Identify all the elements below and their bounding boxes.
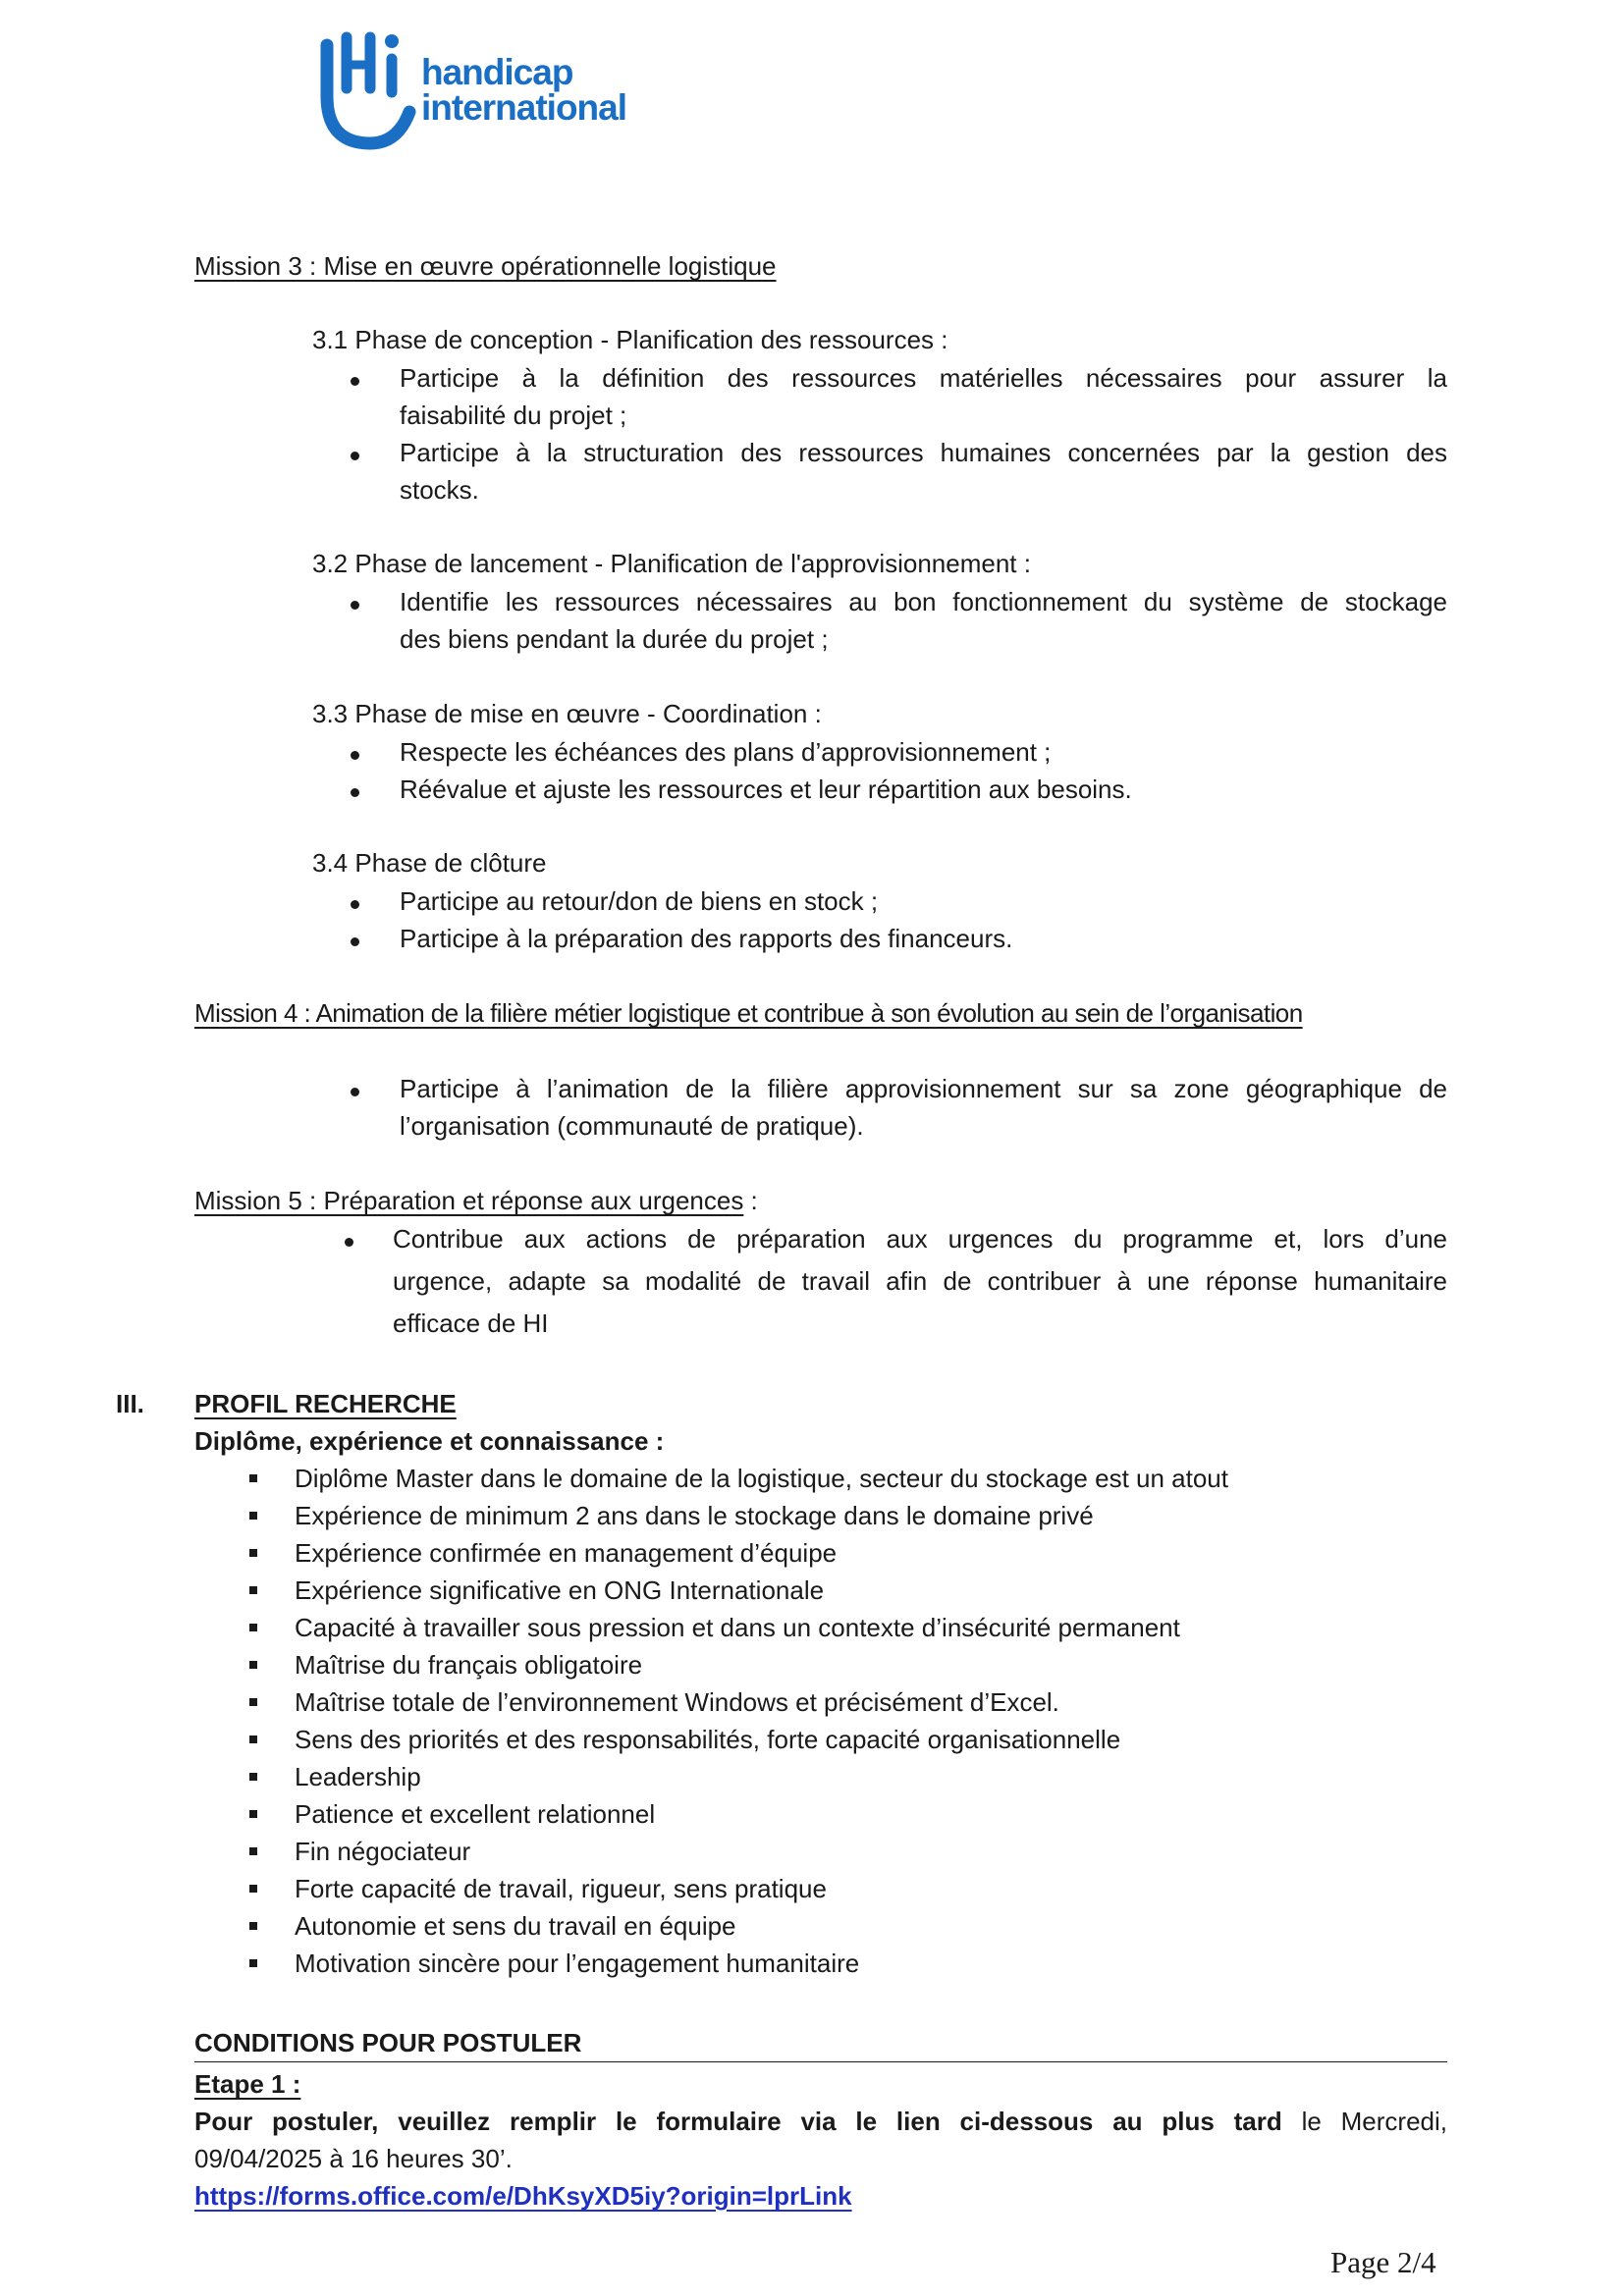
square-bullet [249, 1586, 257, 1594]
mission-4-item-1-line-1: Participe à l’animation de la filière approvisionnement sur sa zone géographique de [400, 1074, 1447, 1103]
logo-wordmark [421, 52, 627, 128]
square-bullet [249, 1735, 257, 1743]
square-bullet [249, 1512, 257, 1520]
mission-5-item-1-line-2: urgence, adapte sa modalité de travail afin de contribuer à une réponse humanitaire [393, 1266, 1447, 1296]
mission-4-item-1-line-2: l’organisation (communauté de pratique). [400, 1111, 864, 1141]
apply-instruction-bold: Pour postuler, veuillez remplir le formulaire via le lien ci-dessous au plus tard [194, 2107, 1282, 2136]
bullet [351, 377, 359, 386]
step-1-label: Etape 1 : [194, 2069, 301, 2099]
apply-instruction-line-1 [194, 2103, 1447, 2140]
square-bullet [249, 1549, 257, 1557]
hand-logo-icon [319, 27, 417, 151]
phase-3-1-title: 3.1 Phase de conception - Planification des ressources : [312, 325, 948, 354]
conditions-title: CONDITIONS POUR POSTULER [194, 2028, 582, 2057]
mission-5-item-1-line-3: efficace de HI [393, 1308, 549, 1338]
bullet [351, 788, 359, 797]
phase-3-1-item-1-line-2: faisabilité du projet ; [400, 400, 627, 430]
square-bullet [249, 1624, 257, 1631]
mission-3-title: Mission 3 : Mise en œuvre opérationnelle logistique [194, 251, 777, 281]
profil-requirement-item: Motivation sincère pour l’engagement humanitaire [295, 1949, 860, 1978]
phase-3-4-item-1: Participe au retour/don de biens en stock ; [400, 886, 879, 916]
bullet [345, 1238, 353, 1247]
phase-3-3-item-2: Réévalue et ajuste les ressources et leur répartition aux besoins. [400, 774, 1132, 804]
profil-subtitle: Diplôme, expérience et connaissance : [194, 1426, 665, 1456]
square-bullet [249, 1474, 257, 1482]
handicap-international-logo [319, 27, 653, 151]
apply-instruction-line-2: 09/04/2025 à 16 heures 30’. [194, 2144, 513, 2173]
profil-title: PROFIL RECHERCHE [194, 1389, 457, 1418]
phase-3-2-title: 3.2 Phase de lancement - Planification de l'approvisionnement : [312, 549, 1031, 578]
phase-3-1-item-2-line-1: Participe à la structuration des ressources humaines concernées par la gestion des [400, 438, 1447, 467]
bullet [351, 937, 359, 946]
bullet [351, 751, 359, 760]
phase-3-2-item-1-line-1: Identifie les ressources nécessaires au bon fonctionnement du système de stockage [400, 587, 1447, 616]
profil-requirement-item: Capacité à travailler sous pression et dans un contexte d’insécurité permanent [295, 1613, 1180, 1642]
square-bullet [249, 1847, 257, 1855]
apply-instruction-date: le Mercredi, [1281, 2107, 1447, 2136]
bullet [351, 900, 359, 909]
mission-5-title: Mission 5 : Préparation et réponse aux urgences [194, 1186, 744, 1215]
mission-4-title: Mission 4 : Animation de la filière métier logistique et contribue à son évolution au sein de l’organisation [194, 998, 1303, 1028]
square-bullet [249, 1922, 257, 1930]
square-bullet [249, 1698, 257, 1706]
profil-requirement-item: Expérience de minimum 2 ans dans le stockage dans le domaine privé [295, 1501, 1094, 1530]
profil-requirement-item: Forte capacité de travail, rigueur, sens pratique [295, 1874, 827, 1903]
square-bullet [249, 1661, 257, 1669]
profil-requirement-item: Leadership [295, 1762, 421, 1791]
mission-5-title-row [194, 1182, 758, 1219]
phase-3-4-title: 3.4 Phase de clôture [312, 848, 547, 878]
profil-requirement-item: Maîtrise du français obligatoire [295, 1650, 643, 1680]
square-bullet [249, 1959, 257, 1967]
phase-3-3-title: 3.3 Phase de mise en œuvre - Coordination : [312, 699, 822, 728]
profil-requirement-item: Expérience significative en ONG Internationale [295, 1575, 825, 1605]
square-bullet [249, 1810, 257, 1818]
profil-requirement-item: Sens des priorités et des responsabilités, forte capacité organisationnelle [295, 1725, 1121, 1754]
square-bullet [249, 1773, 257, 1781]
phase-3-3-item-1: Respecte les échéances des plans d’approvisionnement ; [400, 737, 1052, 767]
section-divider [194, 2061, 1447, 2062]
profil-requirement-item: Diplôme Master dans le domaine de la logistique, secteur du stockage est un atout [295, 1464, 1228, 1493]
application-form-link[interactable]: https://forms.office.com/e/DhKsyXD5iy?origin=lprLink [194, 2181, 852, 2211]
square-bullet [249, 1885, 257, 1893]
phase-3-1-item-2-line-2: stocks. [400, 475, 479, 505]
profil-requirement-item: Expérience confirmée en management d’équipe [295, 1538, 838, 1568]
phase-3-4-item-2: Participe à la préparation des rapports des financeurs. [400, 924, 1013, 953]
bullet [351, 1088, 359, 1096]
profil-requirement-item: Maîtrise totale de l’environnement Windows et précisément d’Excel. [295, 1687, 1059, 1717]
profil-requirement-item: Patience et excellent relationnel [295, 1799, 656, 1829]
logo-line-2: international [421, 87, 627, 128]
profil-requirement-item: Autonomie et sens du travail en équipe [295, 1911, 736, 1941]
bullet [351, 601, 359, 610]
profil-requirement-item: Fin négociateur [295, 1837, 471, 1866]
phase-3-1-item-1-line-1: Participe à la définition des ressources matérielles nécessaires pour assurer la [400, 363, 1447, 393]
section-numeral: III. [116, 1389, 144, 1418]
phase-3-2-item-1-line-2: des biens pendant la durée du projet ; [400, 624, 829, 654]
logo-line-1: handicap [421, 52, 573, 92]
bullet [351, 452, 359, 460]
mission-5-title-suffix: : [743, 1186, 758, 1215]
page-number: Page 2/4 [1330, 2245, 1436, 2279]
mission-5-item-1-line-1: Contribue aux actions de préparation aux urgences du programme et, lors d’une [393, 1224, 1447, 1254]
